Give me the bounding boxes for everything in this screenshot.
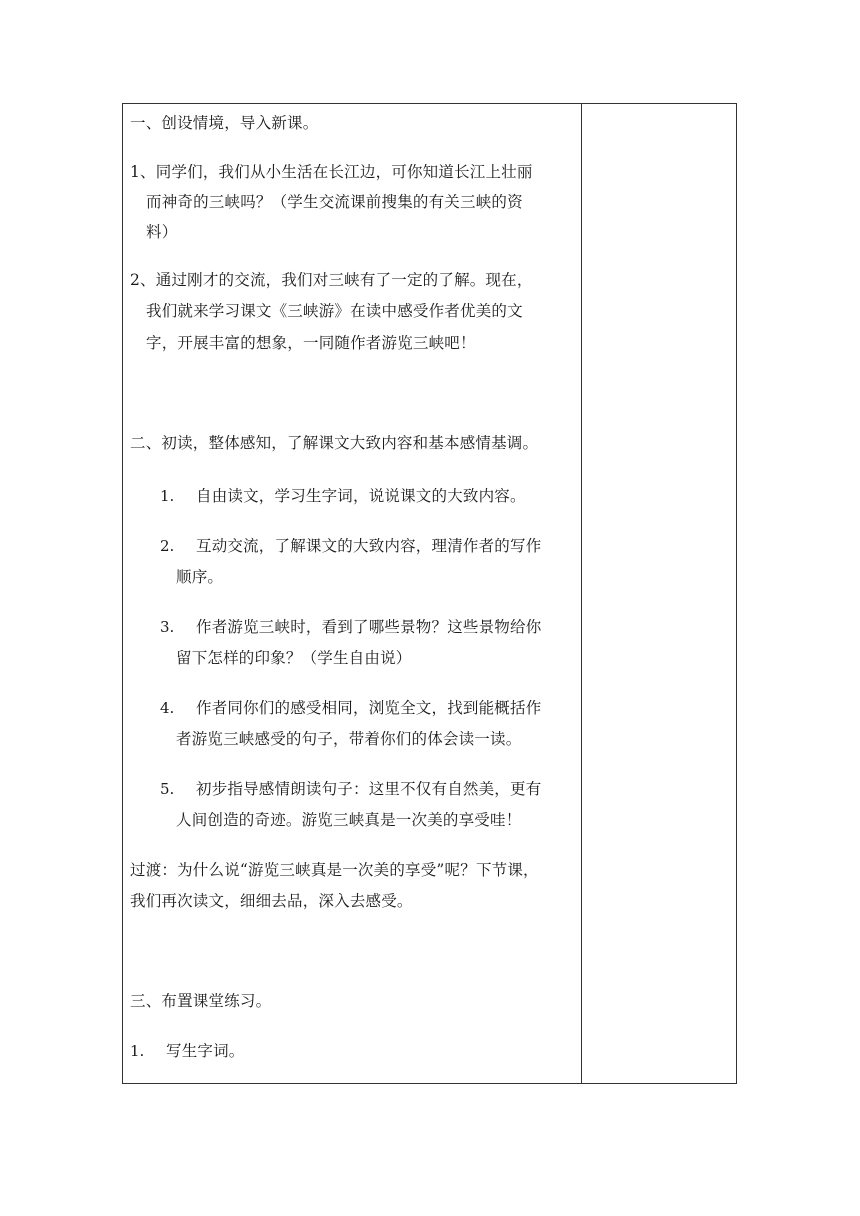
section-2-item-2-number: 2. xyxy=(160,537,175,555)
section-2-item-1-line-1: 自由读文，学习生字词，说说课文的大致内容。 xyxy=(196,487,526,505)
section-3-item-1-line-1: 写生字词。 xyxy=(166,1042,245,1060)
section-1-para-1-line-1: 1、同学们，我们从小生活在长江边，可你知道长江上壮丽 xyxy=(130,163,533,181)
section-3-item-1-number: 1. xyxy=(130,1042,145,1060)
section-1-para-2-line-3: 字，开展丰富的想象，一同随作者游览三峡吧！ xyxy=(146,334,476,352)
section-2-item-3-number: 3. xyxy=(160,618,175,636)
transition-line-2: 我们再次读文，细细去品，深入去感受。 xyxy=(130,892,413,910)
notes-column xyxy=(582,104,736,1083)
section-2-heading: 二、初读，整体感知，了解课文大致内容和基本感情基调。 xyxy=(130,434,539,452)
section-1-para-1-line-2: 而神奇的三峡吗？（学生交流课前搜集的有关三峡的资 xyxy=(146,193,523,211)
section-2-item-5-number: 5. xyxy=(160,780,175,798)
section-2-item-3-line-2: 留下怎样的印象？（学生自由说） xyxy=(176,649,412,667)
section-2-item-1-number: 1. xyxy=(160,487,175,505)
section-2-item-3-line-1: 作者游览三峡时，看到了哪些景物？这些景物给你 xyxy=(196,618,542,636)
lesson-plan-table xyxy=(122,103,737,1084)
section-2-item-5-line-1: 初步指导感情朗读句子：这里不仅有自然美，更有 xyxy=(196,780,542,798)
section-2-item-4-line-2: 者游览三峡感受的句子，带着你们的体会读一读。 xyxy=(176,730,522,748)
section-2-item-5-line-2: 人间创造的奇迹。游览三峡真是一次美的享受哇！ xyxy=(176,811,522,829)
section-1-para-2-line-1: 2、通过刚才的交流，我们对三峡有了一定的了解。现在， xyxy=(130,271,533,289)
section-3-heading: 三、布置课堂练习。 xyxy=(130,992,272,1010)
section-1-para-1-line-3: 料） xyxy=(146,223,178,241)
section-2-item-2-line-2: 顺序。 xyxy=(176,568,224,586)
section-2-item-4-number: 4. xyxy=(160,699,175,717)
section-1-para-2-line-2: 我们就来学习课文《三峡游》在读中感受作者优美的文 xyxy=(146,302,523,320)
transition-line-1: 过渡：为什么说“游览三峡真是一次美的享受”呢？下节课， xyxy=(130,861,539,879)
section-2-item-4-line-1: 作者同你们的感受相同，浏览全文，找到能概括作 xyxy=(196,699,542,717)
section-2-item-2-line-1: 互动交流，了解课文的大致内容，理清作者的写作 xyxy=(196,537,542,555)
section-1-heading: 一、创设情境，导入新课。 xyxy=(130,114,319,132)
